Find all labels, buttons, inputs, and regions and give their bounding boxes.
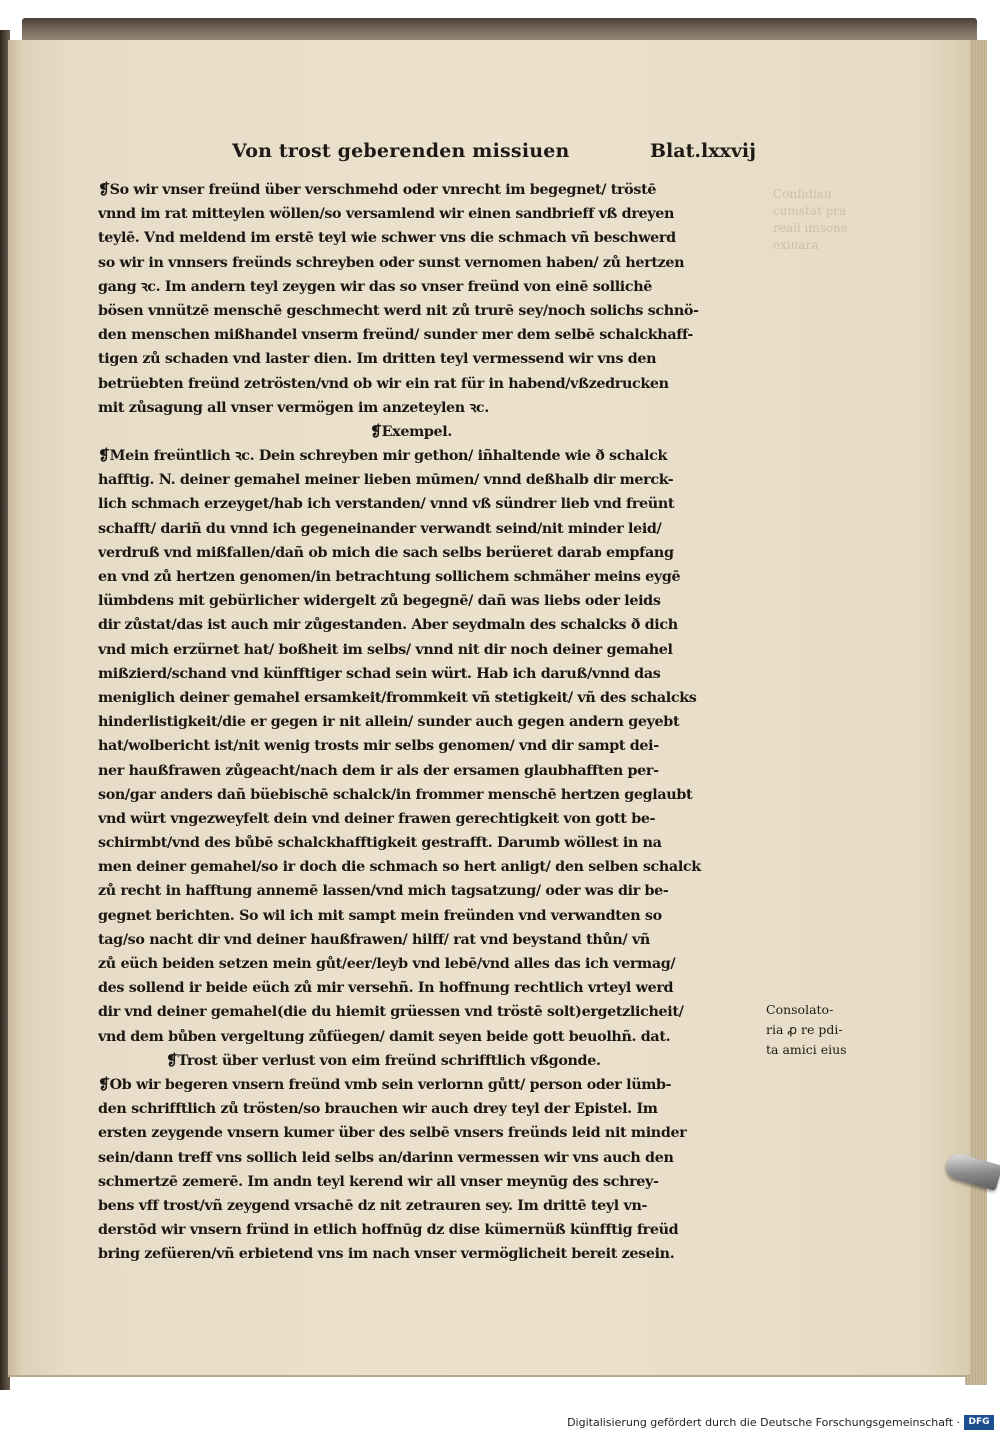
text-line: hafftig. N. deiner gemahel meiner lieben mūmen/ vnnd deßhalb dir merck- <box>98 472 674 489</box>
text-line: men deiner gemahel/so ir doch die schmach so hert anligt/ den selben schalck <box>98 859 701 876</box>
text-line: verdruß vnd mißfallen/dañ ob mich die sach selbs berüeret darab empfang <box>98 544 674 561</box>
text-line: ❡Mein freüntlich ꝛc. Dein schreyben mir gethon/ iñhaltende wie ð schalck <box>98 448 668 465</box>
digitization-credit: Digitalisierung gefördert durch die Deutsche Forschungsgemeinschaft · <box>567 1416 960 1429</box>
text-line: ner haußfrawen zůgeacht/nach dem ir als der ersamen glaubhafften per- <box>98 762 659 779</box>
text-line: vnd würt vngezweyfelt dein vnd deiner frawen gerechtigkeit von gott be- <box>98 810 656 827</box>
text-line: vnd dem bůben vergeltung zůfüegen/ damit seyen beide gott beuolhñ. dat. <box>98 1028 671 1045</box>
text-line: so wir in vnnsers freünds schreyben oder sunst vernomen haben/ zů hertzen <box>98 254 685 271</box>
margin-note <box>766 1000 886 1060</box>
showthrough-line: cumstat pra <box>773 204 847 218</box>
text-line: zů eüch beiden setzen mein gůt/eer/leyb vnd lebē/vnd alles das ich vermag/ <box>98 956 676 972</box>
text-line: bösen vnnützē menschē geschmecht werd nit zů trurē sey/noch solichs schnö- <box>98 302 699 319</box>
section-heading-exempel: ❡Exempel. <box>370 423 452 440</box>
section-heading-trost: ❡Trost über verlust von eim freünd schrifftlich vßgonde. <box>166 1052 601 1069</box>
text-line: ersten zeygende vnsern kumer über des selbē vnsers freünds leid nit minder <box>98 1125 687 1142</box>
margin-note-line: ta amici eius <box>766 1042 847 1057</box>
dfg-logo: DFG <box>964 1415 994 1430</box>
text-line: schmertzē zemerē. Im andn teyl kerend wir all vnser meynūg des schrey- <box>98 1173 659 1190</box>
text-line: zů recht in hafftung annemē lassen/vnd mich tagsatzung/ oder was dir be- <box>98 883 669 900</box>
running-title: Von trost geberenden missiuen <box>232 140 570 162</box>
text-line: gegnet berichten. So wil ich mit sampt mein freünden vnd verwandten so <box>98 907 662 924</box>
text-line: ❡Ob wir begeren vnsern freünd vmb sein verlornn gůtt/ person oder lümb- <box>98 1076 672 1093</box>
text-line: teylē. Vnd meldend im erstē teyl wie schwer vns die schmach vñ beschwerd <box>98 230 676 247</box>
showthrough-line: reaii imsone <box>773 221 848 235</box>
text-line: bens vff trost/vñ zeygend vrsachē dz nit zetrauren sey. Im drittē teyl vn- <box>98 1197 648 1214</box>
text-line: vnd mich erzürnet hat/ boßheit im selbs/ vnnd nit dir noch deiner gemahel <box>98 641 673 658</box>
text-line: derstōd wir vnsern fründ in etlich hoffnūg dz dise kümernüß künfftig freüd <box>98 1222 679 1239</box>
showthrough-line: Confidiau <box>773 187 832 201</box>
text-line: mißzierd/schand vnd künfftiger schad sein würt. Hab ich daruß/vnnd das <box>98 665 661 682</box>
text-line: schafft/ dariñ du vnnd ich gegeneinander verwandt seind/nit minder leid/ <box>98 520 662 537</box>
showthrough-line: exiuara <box>773 238 819 252</box>
text-line: dir zůstat/das ist auch mir zůgestanden. Aber seydmaln des schalcks ð dich <box>98 617 678 634</box>
text-line: lich schmach erzeyget/hab ich verstanden/ vnnd vß sündrer lieb vnd freünt <box>98 496 675 513</box>
text-line: vnnd im rat mitteylen wöllen/so versamlend wir einen sandbrieff vß dreyen <box>98 206 675 223</box>
margin-note-line: ria ꝓ re pdi- <box>766 1022 843 1037</box>
text-line: en vnd zů hertzen genomen/in betrachtung sollichem schmäher meins eygē <box>98 569 681 585</box>
text-line: hinderlistigkeit/die er gegen ir nit allein/ sunder auch gegen andern geyebt <box>98 714 680 731</box>
text-line: den schrifftlich zů trösten/so brauchen wir auch drey teyl der Epistel. Im <box>98 1101 658 1118</box>
text-line: des sollend ir beide eüch zů mir versehñ. In hoffnung rechtlich vrteyl werd <box>98 980 674 997</box>
text-line: ❡So wir vnser freünd über verschmehd oder vnrecht im begegnet/ tröstē <box>98 182 657 198</box>
body-text <box>98 178 762 1266</box>
text-line: lümbdens mit gebürlicher widergelt zů begegnē/ dañ was liebs oder leids <box>98 593 661 610</box>
text-line: hat/wolbericht ist/nit wenig trosts mir selbs genomen/ vnd dir sampt dei- <box>98 738 659 755</box>
text-line: bring zefüeren/vñ erbietend vns im nach vnser vermöglicheit bereit zesein. <box>98 1246 675 1263</box>
text-line: den menschen mißhandel vnserm freünd/ sunder mer dem selbē schalckhaff- <box>98 327 693 344</box>
text-line: dir vnd deiner gemahel(die du hiemit grüessen vnd tröstē solt)ergetzlicheit/ <box>98 1004 684 1021</box>
margin-note-line: Consolato- <box>766 1002 834 1017</box>
text-line: tag/so nacht dir vnd deiner haußfrawen/ hilff/ rat vnd beystand thůn/ vñ <box>98 931 650 948</box>
text-line: sein/dann treff vns sollich leid selbs an/darinn vermessen wir vns auch den <box>98 1149 674 1166</box>
text-line: gang ꝛc. Im andern teyl zeygen wir das so vnser freünd von einē sollichē <box>98 278 652 295</box>
margin-showthrough <box>773 186 873 254</box>
text-line: betrüebten freünd zetrösten/vnd ob wir ein rat für in habend/vßzedrucken <box>98 375 669 392</box>
text-line: son/gar anders dañ büebischē schalck/in frommer menschē hertzen geglaubt <box>98 786 693 803</box>
text-line: schirmbt/vnd des bůbē schalckhafftigkeit gestrafft. Darumb wöllest in na <box>98 835 662 852</box>
folio-number: Blat.lxxvij <box>650 140 756 162</box>
text-line: mit zůsagung all vnser vermögen im anzeteylen ꝛc. <box>98 399 489 416</box>
text-line: meniglich deiner gemahel ersamkeit/frommkeit vñ stetigkeit/ vñ des schalcks <box>98 689 697 706</box>
text-line: tigen zů schaden vnd laster dien. Im dritten teyl vermessend wir vns den <box>98 351 657 368</box>
